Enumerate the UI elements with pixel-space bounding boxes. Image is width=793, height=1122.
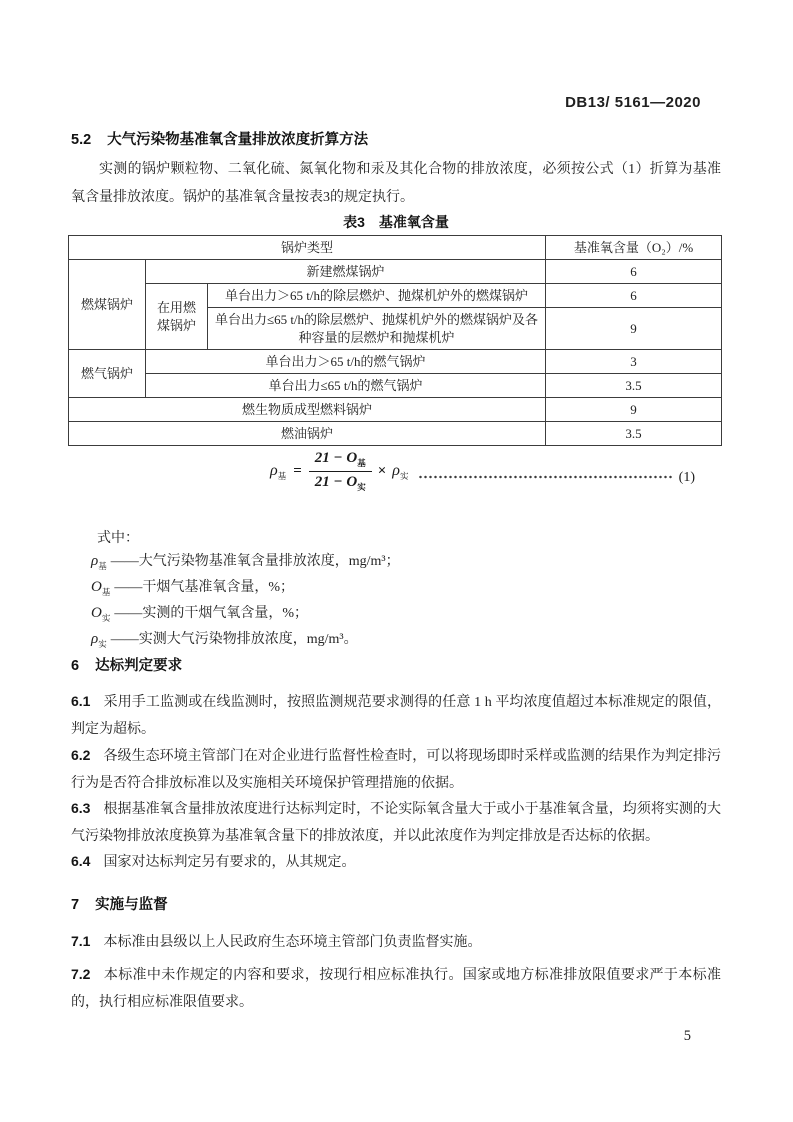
cell-le65-gas-value: 3.5 <box>546 374 722 398</box>
clause-text: 本标准由县级以上人民政府生态环境主管部门负责监督实施。 <box>103 935 482 950</box>
section-5-2-body: 实测的锅炉颗粒物、二氧化硫、氮氧化物和汞及其化合物的排放浓度，必须按公式（1）折算为基准氧含量排放浓度。锅炉的基准氧含量按表3的规定执行。 <box>71 162 721 205</box>
symbol: $\rho_实$ <box>91 631 107 649</box>
cell-gt65-gas: 单台出力＞65 t/h的燃气锅炉 <box>146 350 546 374</box>
formula-rhs: $\rho_实$ <box>392 461 409 481</box>
cell-new-coal-value: 6 <box>546 260 722 284</box>
cell-new-coal: 新建燃煤锅炉 <box>146 260 546 284</box>
cell-oil: 燃油锅炉 <box>69 422 546 446</box>
table-row <box>69 398 722 422</box>
definition-line <box>71 600 721 626</box>
section-7-heading <box>71 893 721 914</box>
clause-number: 6.4 <box>71 853 91 869</box>
clause-7-1 <box>71 928 721 956</box>
cell-biomass-value: 9 <box>546 398 722 422</box>
clause-6-2 <box>71 742 721 797</box>
clause-number: 7.1 <box>71 933 91 949</box>
cell-gas-group: 燃气锅炉 <box>69 350 146 398</box>
clause-number: 6.2 <box>71 747 91 763</box>
table-row <box>69 422 722 446</box>
definition-text: ——实测大气污染物排放浓度，mg/m³。 <box>110 632 358 647</box>
definition-line <box>71 574 721 600</box>
section-title: 实施与监督 <box>95 897 168 913</box>
header-oxygen-content: 基准氧含量（O₂）/% <box>546 236 722 260</box>
table-row <box>69 350 722 374</box>
section-number: 5.2 <box>71 132 92 148</box>
symbol-definitions <box>71 548 721 652</box>
formula-lhs: $\rho_基$ <box>270 461 287 481</box>
section-6-heading <box>71 654 721 675</box>
section-5-2-heading <box>71 128 721 149</box>
cell-gt65-coal-value: 6 <box>546 284 722 308</box>
equals-sign: = <box>293 463 302 479</box>
multiply-sign: × <box>377 463 387 479</box>
clause-6-4 <box>71 848 721 876</box>
section-number: 6 <box>71 658 80 674</box>
clause-text: 各级生态环境主管部门在对企业进行监督性检查时，可以将现场即时采样或监测的结果作为判定排污行为是否符合排放标准以及实施相关环境保护管理措施的依据。 <box>71 749 721 791</box>
section-title: 达标判定要求 <box>95 658 183 674</box>
cell-oil-value: 3.5 <box>546 422 722 446</box>
dotted-leader <box>418 475 673 479</box>
clause-7-2 <box>71 961 721 1016</box>
cell-gt65-gas-value: 3 <box>546 350 722 374</box>
section-title: 大气污染物基准氧含量排放浓度折算方法 <box>107 132 369 148</box>
clause-text: 根据基准氧含量排放浓度进行达标判定时，不论实际氧含量大于或小于基准氧含量，均须将实测的大气污染物排放浓度换算为基准氧含量下的排放浓度，并以此浓度作为判定排放是否达标的依据。 <box>71 802 721 844</box>
definition-line <box>71 626 721 652</box>
document-number: DB13/ 5161—2020 <box>565 94 701 111</box>
table-row <box>69 284 722 308</box>
fraction-denominator: $21 - O_实$ <box>314 474 366 492</box>
where-label: 式中： <box>97 531 139 546</box>
formula-fraction <box>309 450 372 493</box>
cell-le65-gas: 单台出力≤65 t/h的燃气锅炉 <box>146 374 546 398</box>
definition-text: ——干烟气基准氧含量，%； <box>114 580 295 595</box>
symbol: $O_基$ <box>91 579 111 597</box>
cell-in-use-group: 在用燃煤锅炉 <box>146 284 208 350</box>
clause-text: 采用手工监测或在线监测时，按照监测规范要求测得的任意 1 h 平均浓度值超过本标准规定的限值，判定为超标。 <box>71 695 721 737</box>
table-caption: 表3 基准氧含量 <box>343 214 449 230</box>
symbol: $O_实$ <box>91 605 111 623</box>
clause-6-3 <box>71 795 721 850</box>
cell-le65-coal: 单台出力≤65 t/h的除层燃炉、抛煤机炉外的燃煤锅炉及各种容量的层燃炉和抛煤机炉 <box>208 308 546 350</box>
table-row <box>69 374 722 398</box>
fraction-numerator: $21 - O_基$ <box>309 450 372 472</box>
formula-1 <box>270 450 695 493</box>
cell-biomass: 燃生物质成型燃料锅炉 <box>69 398 546 422</box>
symbol: $\rho_基$ <box>91 553 107 571</box>
clause-text: 国家对达标判定另有要求的，从其规定。 <box>103 855 356 870</box>
clause-number: 6.3 <box>71 800 91 816</box>
table-row <box>69 260 722 284</box>
header-boiler-type: 锅炉类型 <box>69 236 546 260</box>
cell-le65-coal-value: 9 <box>546 308 722 350</box>
table-header-row <box>69 236 722 260</box>
cell-gt65-coal: 单台出力＞65 t/h的除层燃炉、抛煤机炉外的燃煤锅炉 <box>208 284 546 308</box>
definition-text: ——大气污染物基准氧含量排放浓度，mg/m³； <box>110 554 400 569</box>
clause-number: 7.2 <box>71 966 91 982</box>
definition-line <box>71 548 721 574</box>
clause-text: 本标准中未作规定的内容和要求，按现行相应标准执行。国家或地方标准排放限值要求严于本标准的，执行相应标准限值要求。 <box>71 968 721 1010</box>
clause-6-1 <box>71 688 721 743</box>
page-number: 5 <box>683 1028 691 1044</box>
section-number: 7 <box>71 897 80 913</box>
cell-coal-group: 燃煤锅炉 <box>69 260 146 350</box>
definition-text: ——实测的干烟气氧含量，%； <box>114 606 309 621</box>
equation-number: (1) <box>678 470 695 485</box>
oxygen-content-table <box>68 235 722 446</box>
clause-number: 6.1 <box>71 693 91 709</box>
